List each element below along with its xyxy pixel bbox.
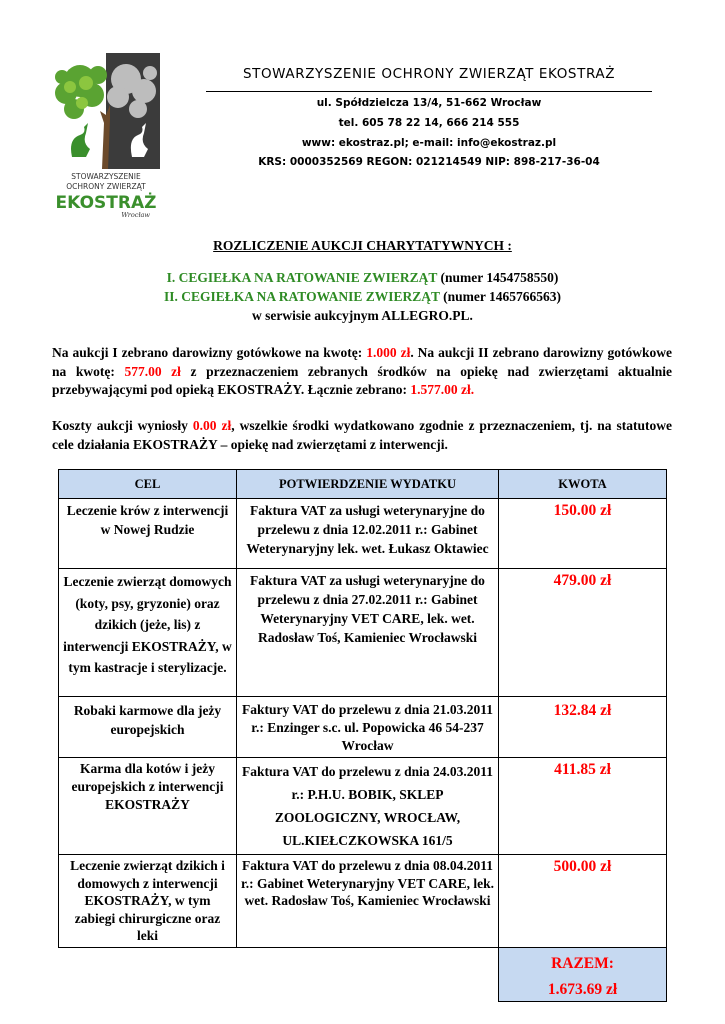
costs-paragraph <box>52 417 672 454</box>
table-row <box>59 569 667 697</box>
row-cel: Karma dla kotów i jeży europejskich z interwencji EKOSTRAŻY <box>59 758 237 855</box>
costs-text-1: Koszty aukcji wyniosły <box>52 418 193 433</box>
table-row <box>59 758 667 855</box>
registry-line: KRS: 0000352569 REGON: 021214549 NIP: 898-217-36-04 <box>258 156 600 168</box>
row-doc: Faktura VAT za usługi weterynaryjne do przelewu z dnia 12.02.2011 r.: Gabinet Weterynaryjny lek. wet. Łukasz Oktawiec <box>237 499 499 569</box>
total-cell <box>499 947 667 1001</box>
auction-2-line <box>0 289 725 305</box>
donations-text-1: Na aukcji I zebrano darowizny gotówkowe na kwotę: <box>52 345 367 360</box>
auction-1-line <box>0 270 725 286</box>
address-line: ul. Spółdzielcza 13/4, 51-662 Wrocław <box>316 97 542 109</box>
donations-text-3: z przeznaczeniem zebranych środków na opiekę nad zwierzętami aktualnie przebywającymi pod opieką EKOSTRAŻY. Łącznie zebrano: <box>52 363 672 397</box>
auction-2-prefix: II. <box>164 289 182 304</box>
costs-text-2: , wszelkie środki wydatkowano zgodnie z przeznaczeniem, tj. na statutowe cele działania EKOSTRAŻY – opiekę nad zwierzętami z interwencji. <box>52 418 673 452</box>
svg-text:STOWARZYSZENIE: STOWARZYSZENIE <box>71 172 141 181</box>
ekostraz-logo <box>52 53 160 219</box>
total-blank-1 <box>59 947 237 1001</box>
auction-2-number: (numer 1465766563) <box>439 289 561 304</box>
total-value: 1.673.69 zł <box>547 980 618 998</box>
row-amount: 500.00 zł <box>499 855 667 948</box>
row-cel: Robaki karmowe dla jeży europejskich <box>59 697 237 758</box>
row-cel: Leczenie krów z interwencji w Nowej Rudzie <box>59 499 237 569</box>
row-amount: 132.84 zł <box>499 697 667 758</box>
row-doc: Faktury VAT do przelewu z dnia 21.03.2011 r.: Enzinger s.c. ul. Popowicka 46 54-237 Wrocław <box>237 697 499 758</box>
row-amount: 411.85 zł <box>499 758 667 855</box>
donation-total: 1.577.00 zł. <box>410 382 475 397</box>
total-blank-2 <box>237 947 499 1001</box>
table-header-row <box>59 470 667 499</box>
table-row <box>59 855 667 948</box>
header-divider <box>206 91 652 92</box>
header-potwierdzenie: POTWIERDZENIE WYDATKU <box>237 470 499 499</box>
document-title: ROZLICZENIE AUKCJI CHARYTATYWNYCH : <box>213 238 512 253</box>
svg-text:Wrocław: Wrocław <box>121 211 150 219</box>
auction-1-prefix: I. <box>166 270 179 285</box>
svg-text:EKOSTRAŻ: EKOSTRAŻ <box>55 193 157 213</box>
phone-line: tel. 605 78 22 14, 666 214 555 <box>338 117 520 129</box>
row-cel: Leczenie zwierząt dzikich i domowych z interwencji EKOSTRAŻY, w tym zabiegi chirurgiczne oraz leki <box>59 855 237 948</box>
tree-heron-logo-icon <box>52 53 160 219</box>
donation-amount-2: 577.00 zł <box>124 363 181 379</box>
donation-amount-1: 1.000 zł <box>366 345 411 360</box>
table-row <box>59 499 667 569</box>
donations-text-2: . Na aukcji II zebrano darowizny gotówkowe na kwotę: <box>52 345 673 379</box>
auction-1-number: (numer 1454758550) <box>437 270 559 285</box>
donations-paragraph <box>52 344 672 400</box>
organization-name: STOWARZYSZENIE OCHRONY ZWIERZĄT EKOSTRAŻ <box>242 66 616 82</box>
auction-2-name: CEGIEŁKA NA RATOWANIE ZWIERZĄT <box>181 289 440 304</box>
header-kwota: KWOTA <box>499 470 667 499</box>
costs-amount: 0.00 zł <box>192 418 232 433</box>
svg-text:OCHRONY ZWIERZĄT: OCHRONY ZWIERZĄT <box>66 182 146 191</box>
total-label: RAZEM: <box>551 954 614 972</box>
service-line: w serwisie aukcyjnym ALLEGRO.PL. <box>252 308 473 323</box>
auction-1-name: CEGIEŁKA NA RATOWANIE ZWIERZĄT <box>178 270 438 285</box>
row-doc: Faktura VAT za usługi weterynaryjne do przelewu z dnia 27.02.2011 r.: Gabinet Weterynaryjny VET CARE, lek. wet. Radosław Toś, Kamieniec Wrocławski <box>237 569 499 697</box>
row-amount: 479.00 zł <box>499 569 667 697</box>
row-cel: Leczenie zwierząt domowych (koty, psy, gryzonie) oraz dzikich (jeże, lis) z interwencji EKOSTRAŻY, w tym kastracje i sterylizacje. <box>59 569 237 697</box>
row-doc: Faktura VAT do przelewu z dnia 08.04.2011 r.: Gabinet Weterynaryjny VET CARE, lek. wet. Radosław Toś, Kamieniec Wrocławski <box>237 855 499 948</box>
total-row <box>59 947 667 1001</box>
row-amount: 150.00 zł <box>499 499 667 569</box>
row-doc: Faktura VAT do przelewu z dnia 24.03.2011 r.: P.H.U. BOBIK, SKLEP ZOOLOGICZNY, WROCŁAW, UL.KIEŁCZKOWSKA 161/5 <box>237 758 499 855</box>
web-email-line: www: ekostraz.pl; e-mail: info@ekostraz.pl <box>301 137 557 149</box>
table-row <box>59 697 667 758</box>
header-cel: CEL <box>59 470 237 499</box>
expenses-table <box>58 469 667 1002</box>
